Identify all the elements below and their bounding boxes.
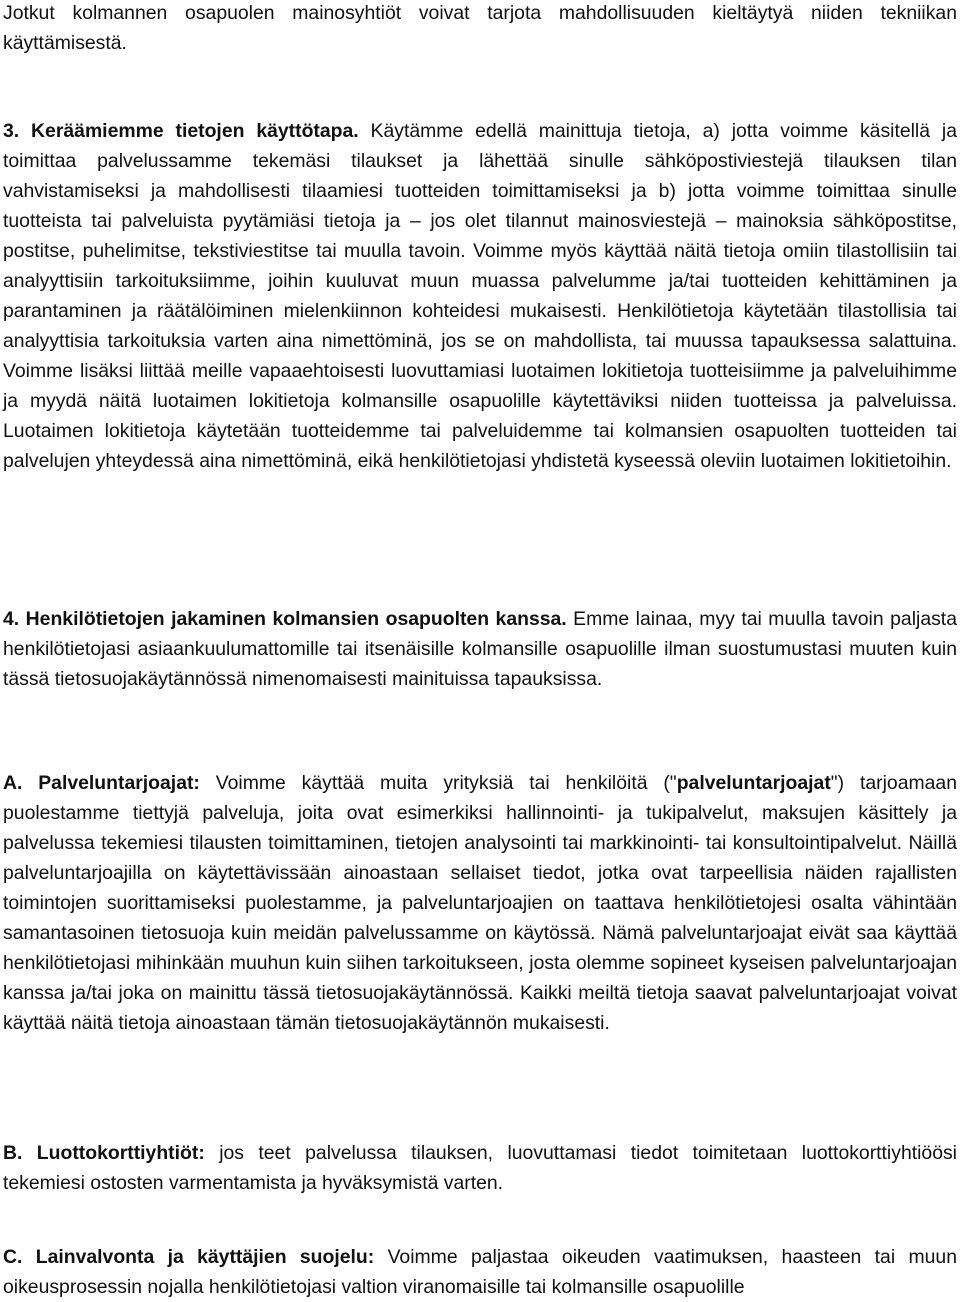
section-a-body-after: ") tarjoamaan puolestamme tiettyjä palveluja, joita ovat esimerkiksi hallinnointi- ja tukipalvelut, maksujen käsittely ja palvelussa tekemiesi tilausten toimittaminen, tietojen analysointi tai markkinointi- tai konsultointipalvelut. Näillä palveluntarjoajilla on käytettävissään ainoastaan sellaiset tiedot, jotka ovat tarpeellisia näiden rajallisten toimintojen suorittamiseksi puolestamme, ja palveluntarjoajien on taattava henkilötietojesi osalta vähintään samantasoinen tietosuoja kuin meidän palvelussamme on käytössä. Nämä palveluntarjoajat eivät saa käyttää henkilötietojasi mihinkään muuhun kuin siihen tarkoitukseen, josta olemme sopineet kyseisen palveluntarjoajan kanssa ja/tai joka on mainittu tässä tietosuojakäytännössä. Kaikki meiltä tietoja saavat palveluntarjoajat voivat käyttää näitä tietoja ainoastaan tämän tietosuojakäytännön mukaisesti. [3, 772, 957, 1034]
section-b-heading: B. Luottokorttiyhtiöt: [3, 1142, 205, 1164]
section-a-body-before: Voimme käyttää muita yrityksiä tai henkilöitä (" [199, 772, 677, 794]
section-4-heading: 4. Henkilötietojen jakaminen kolmansien osapuolten kanssa. [3, 608, 567, 630]
section-a-paragraph [3, 768, 957, 1038]
intro-paragraph [3, 0, 957, 58]
intro-text: Jotkut kolmannen osapuolen mainosyhtiöt voivat tarjota mahdollisuuden kieltäytyä niiden tekniikan käyttämisestä. [3, 2, 957, 54]
section-4-paragraph [3, 604, 957, 694]
section-3-heading: 3. Keräämiemme tietojen käyttötapa. [3, 120, 359, 142]
section-c-paragraph [3, 1242, 957, 1302]
section-c-body: Voimme paljastaa oikeuden vaatimuksen, haasteen tai muun oikeusprosessin nojalla henkilötietojasi valtion viranomaisille tai kolmansille osapuolille [3, 1246, 957, 1298]
section-4-body: Emme lainaa, myy tai muulla tavoin paljasta henkilötietojasi asiaankuulumattomille tai itsenäisille kolmansille osapuolille ilman suostumustasi muuten kuin tässä tietosuojakäytännössä nimenomaisesti mainituissa tapauksissa. [3, 608, 957, 690]
section-c-heading: C. Lainvalvonta ja käyttäjien suojelu: [3, 1246, 375, 1268]
section-3-paragraph [3, 116, 957, 476]
section-b-body: jos teet palvelussa tilauksen, luovuttamasi tiedot toimitetaan luottokorttiyhtiöösi tekemiesi ostosten varmentamista ja hyväksymistä varten. [3, 1142, 957, 1194]
section-a-term: palveluntarjoajat [676, 772, 831, 794]
section-3-body: Käytämme edellä mainittuja tietoja, a) jotta voimme käsitellä ja toimittaa palvelussamme tekemäsi tilaukset ja lähettää sinulle sähköpostiviestejä tilauksen tilan vahvistamiseksi ja mahdollisesti tilaamiesi tuotteiden toimittamiseksi ja b) jotta voimme toimittaa sinulle tuotteista tai palveluista pyytämiäsi tietoja ja – jos olet tilannut mainosviestejä – mainoksia sähköpostitse, postitse, puhelimitse, tekstiviestitse tai muulla tavoin. Voimme myös käyttää näitä tietoja omiin tilastollisiin tai analyyttisiin tarkoituksiimme, joihin kuuluvat muun muassa palvelumme ja/tai tuotteiden kehittäminen ja parantaminen ja räätälöiminen mielenkiinnon kohteidesi mukaisesti. Henkilötietoja käytetään tilastollisia tai analyyttisia tarkoituksia varten aina nimettöminä, jos se on mahdollista, tai muussa tapauksessa salattuina. Voimme lisäksi liittää meille vapaaehtoisesti luovuttamiasi luotaimen lokitietoja tuotteisiimme ja palveluihimme ja myydä näitä luotaimen lokitietoja kolmansille osapuolille käytettäviksi niiden tuotteissa ja palveluissa. Luotaimen lokitietoja käytetään tuotteidemme tai palveluidemme tai kolmansien osapuolten tuotteiden tai palvelujen yhteydessä aina nimettöminä, eikä henkilötietojasi yhdistetä kyseessä oleviin luotaimen lokitietoihin. [3, 120, 957, 472]
section-b-paragraph [3, 1138, 957, 1198]
section-a-heading: A. Palveluntarjoajat: [3, 772, 200, 794]
